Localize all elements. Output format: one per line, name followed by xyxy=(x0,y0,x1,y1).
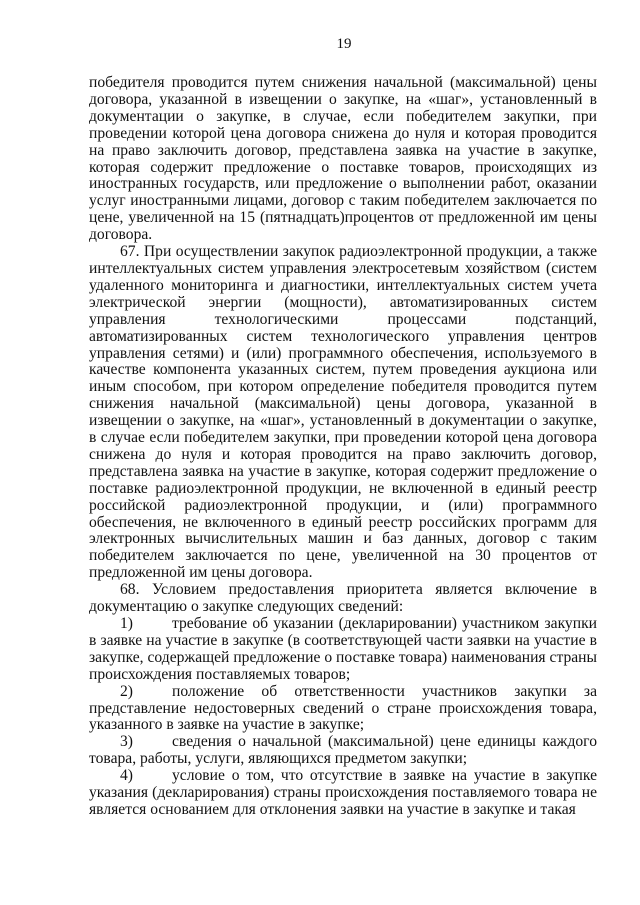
list-item-text: требование об указании (декларировании) участником закупки в заявке на участие в закупке (в соответствующей части заявки на участие в закупке, содержащей предложение о поставке товара) наименования страны происхождения поставляемых товаров; xyxy=(89,615,597,683)
list-item-text: положение об ответственности участников закупки за представление недостоверных сведений о стране происхождения товара, указанного в заявке на участие в закупке; xyxy=(89,682,597,734)
list-item-3 xyxy=(89,734,597,768)
paragraph-continued: победителя проводится путем снижения начальной (максимальной) цены договора, указанной в извещении о закупке, на «шаг», установленный в документации о закупке, в случае, если победителем закупки, при проведении которой цена договора снижена до нуля и которая проводится на право заключить договор, представлена заявка на участие в закупке, которая содержит предложение о поставке товаров, происходящих из иностранных государств, или предложение о выполнении работ, оказании услуг иностранными лицами, договор с таким победителем заключается по цене, увеличенной на 15 (пятнадцать)процентов от предложенной им цены договора. xyxy=(89,74,597,244)
list-item-number: 2) xyxy=(120,682,133,700)
list-item-number: 3) xyxy=(120,733,133,751)
list-item-1 xyxy=(89,616,597,684)
paragraph-67: 67. При осуществлении закупок радиоэлектронной продукции, а также интеллектуальных систем управления электросетевым хозяйством (систем удаленного мониторинга и диагностики, интеллектуальных систем учета электрической энергии (мощности), автоматизированных систем управления технологическими процессами подстанций, автоматизированных систем технологического управления центров управления сетями) и (или) программного обеспечения, используемого в качестве компонента указанных систем, путем проведения аукциона или иным способом, при котором определение победителя проводится путем снижения начальной (максимальной) цены договора, указанной в извещении о закупке, на «шаг», установленный в документации о закупке, в случае если победителем закупки, при проведении которой цена договора снижена до нуля и которая проводится на право заключить договор, представлена заявка на участие в закупке, которая содержит предложение о поставке радиоэлектронной продукции, не включенной в единый реестр российской радиоэлектронной продукции, и (или) программного обеспечения, не включенного в единый реестр российских программ для электронных вычислительных машин и баз данных, договор с таким победителем заключается по цене, увеличенной на 30 процентов от предложенной им цены договора. xyxy=(89,243,597,582)
list-item-text: сведения о начальной (максимальной) цене единицы каждого товара, работы, услуги, являющихся предметом закупки; xyxy=(89,733,597,768)
list-item-4 xyxy=(89,768,597,819)
paragraph-68: 68. Условием предоставления приоритета является включение в документацию о закупке следующих сведений: xyxy=(89,581,597,616)
list-item-text: условие о том, что отсутствие в заявке на участие в закупке указания (декларирования) страны происхождения поставляемого товара не является основанием для отклонения заявки на участие в закупке и такая xyxy=(89,767,597,818)
list-item-number: 4) xyxy=(120,767,133,785)
list-item-number: 1) xyxy=(120,615,133,632)
page-number: 19 xyxy=(336,36,352,52)
list-item-2 xyxy=(89,684,597,735)
